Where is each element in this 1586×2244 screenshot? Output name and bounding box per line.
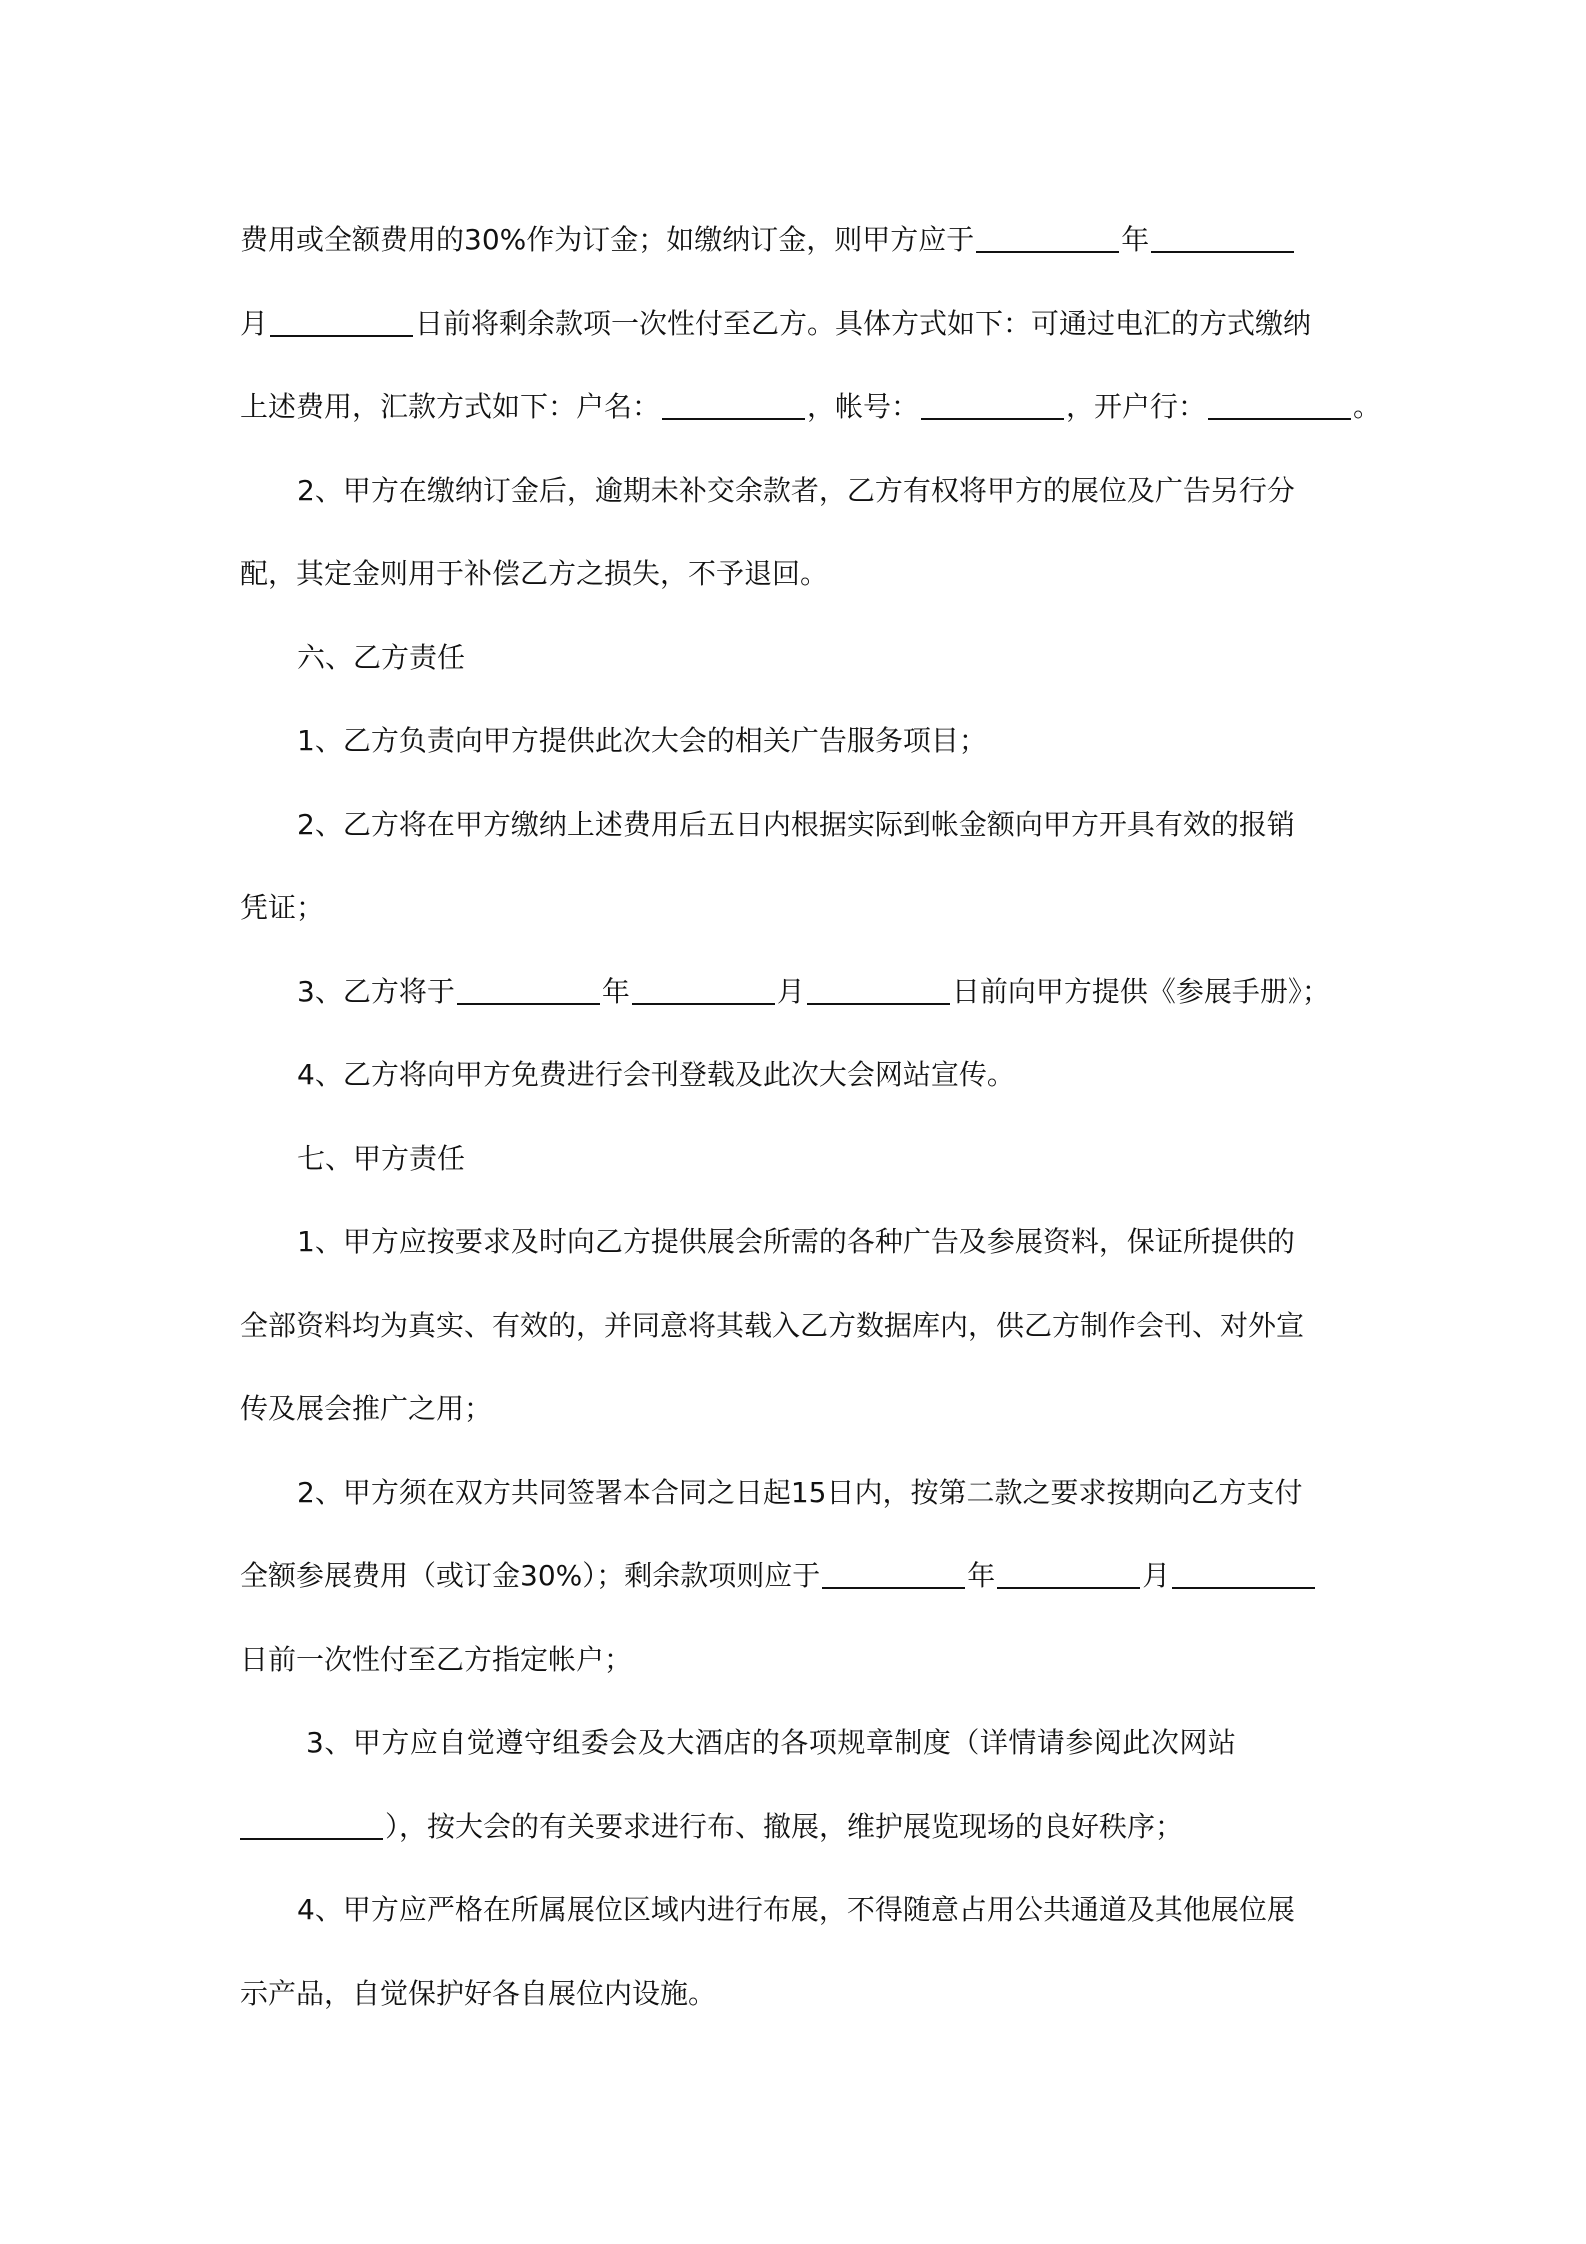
text-line: 示产品，自觉保护好各自展位内设施。 — [240, 1976, 717, 2010]
line-text: 日前将剩余款项一次性付至乙方。具体方式如下：可通过电汇的方式缴纳 — [415, 306, 1312, 340]
fill-blank — [807, 973, 950, 1004]
document-body — [240, 198, 1382, 2035]
fill-blank — [1172, 1558, 1315, 1589]
line-text: 月 — [1142, 1559, 1171, 1592]
text-line: 3、甲方应自觉遵守组委会及大酒店的各项规章制度（详情请参阅此次网站 — [306, 1726, 1237, 1759]
text-line: 2、乙方将在甲方缴纳上述费用后五日内根据实际到帐金额向甲方开具有效的报销 — [297, 807, 1295, 841]
line-text: 月 — [776, 974, 805, 1008]
text-line — [240, 1785, 1348, 1869]
text-line: 1、甲方应按要求及时向乙方提供展会所需的各种广告及参展资料，保证所提供的 — [297, 1225, 1295, 1258]
fill-blank — [1208, 389, 1351, 420]
line-text: 。 — [1353, 390, 1382, 423]
text-line: 4、乙方将向甲方免费进行会刊登载及此次大会网站宣传。 — [297, 1058, 1015, 1091]
fill-blank — [240, 1808, 383, 1839]
section-heading: 六、乙方责任 — [297, 640, 466, 674]
text-line — [240, 950, 1348, 1034]
text-line: 2、甲方须在双方共同签署本合同之日起15日内，按第二款之要求按期向乙方支付 — [297, 1475, 1303, 1509]
line-text: 月 — [240, 306, 269, 340]
text-line: 日前一次性付至乙方指定帐户； — [240, 1642, 633, 1676]
text-line: 全部资料均为真实、有效的，并同意将其载入乙方数据库内，供乙方制作会刊、对外宣 — [240, 1308, 1305, 1342]
line-text: 费用或全额费用的30%作为订金；如缴纳订金，则甲方应于 — [240, 223, 975, 256]
line-text: ），按大会的有关要求进行布、撤展，维护展览现场的良好秩序； — [385, 1809, 1184, 1843]
fill-blank — [976, 222, 1119, 253]
fill-blank — [997, 1558, 1140, 1589]
line-text: ，帐号： — [807, 390, 920, 423]
fill-blank — [270, 305, 413, 336]
text-line — [240, 1534, 1348, 1618]
line-text: ，开户行： — [1066, 390, 1207, 423]
text-line: 传及展会推广之用； — [240, 1392, 493, 1425]
fill-blank — [662, 389, 805, 420]
fill-blank — [632, 973, 775, 1004]
line-text: 上述费用，汇款方式如下：户名： — [240, 390, 661, 423]
line-text: 日前向甲方提供《参展手册》； — [951, 974, 1330, 1008]
fill-blank — [1151, 222, 1294, 253]
line-text: 全额参展费用（或订金30%）；剩余款项则应于 — [240, 1559, 821, 1592]
fill-blank — [822, 1558, 965, 1589]
text-line: 2、甲方在缴纳订金后，逾期未补交余款者，乙方有权将甲方的展位及广告另行分 — [297, 473, 1295, 507]
section-heading: 七、甲方责任 — [297, 1141, 466, 1175]
fill-blank — [921, 389, 1064, 420]
line-text: 年 — [601, 974, 630, 1008]
text-line: 4、甲方应严格在所属展位区域内进行布展，不得随意占用公共通道及其他展位展 — [297, 1893, 1295, 1926]
text-line: 1、乙方负责向甲方提供此次大会的相关广告服务项目； — [297, 724, 987, 757]
line-text: 年 — [1121, 223, 1150, 256]
text-line — [240, 282, 1348, 366]
text-line — [240, 365, 1382, 449]
text-line: 凭证； — [240, 891, 325, 924]
fill-blank — [457, 973, 600, 1004]
text-line: 配，其定金则用于补偿乙方之损失，不予退回。 — [240, 557, 829, 590]
text-line — [240, 198, 1348, 282]
line-text: 3、乙方将于 — [297, 974, 455, 1008]
line-text: 年 — [967, 1559, 996, 1592]
